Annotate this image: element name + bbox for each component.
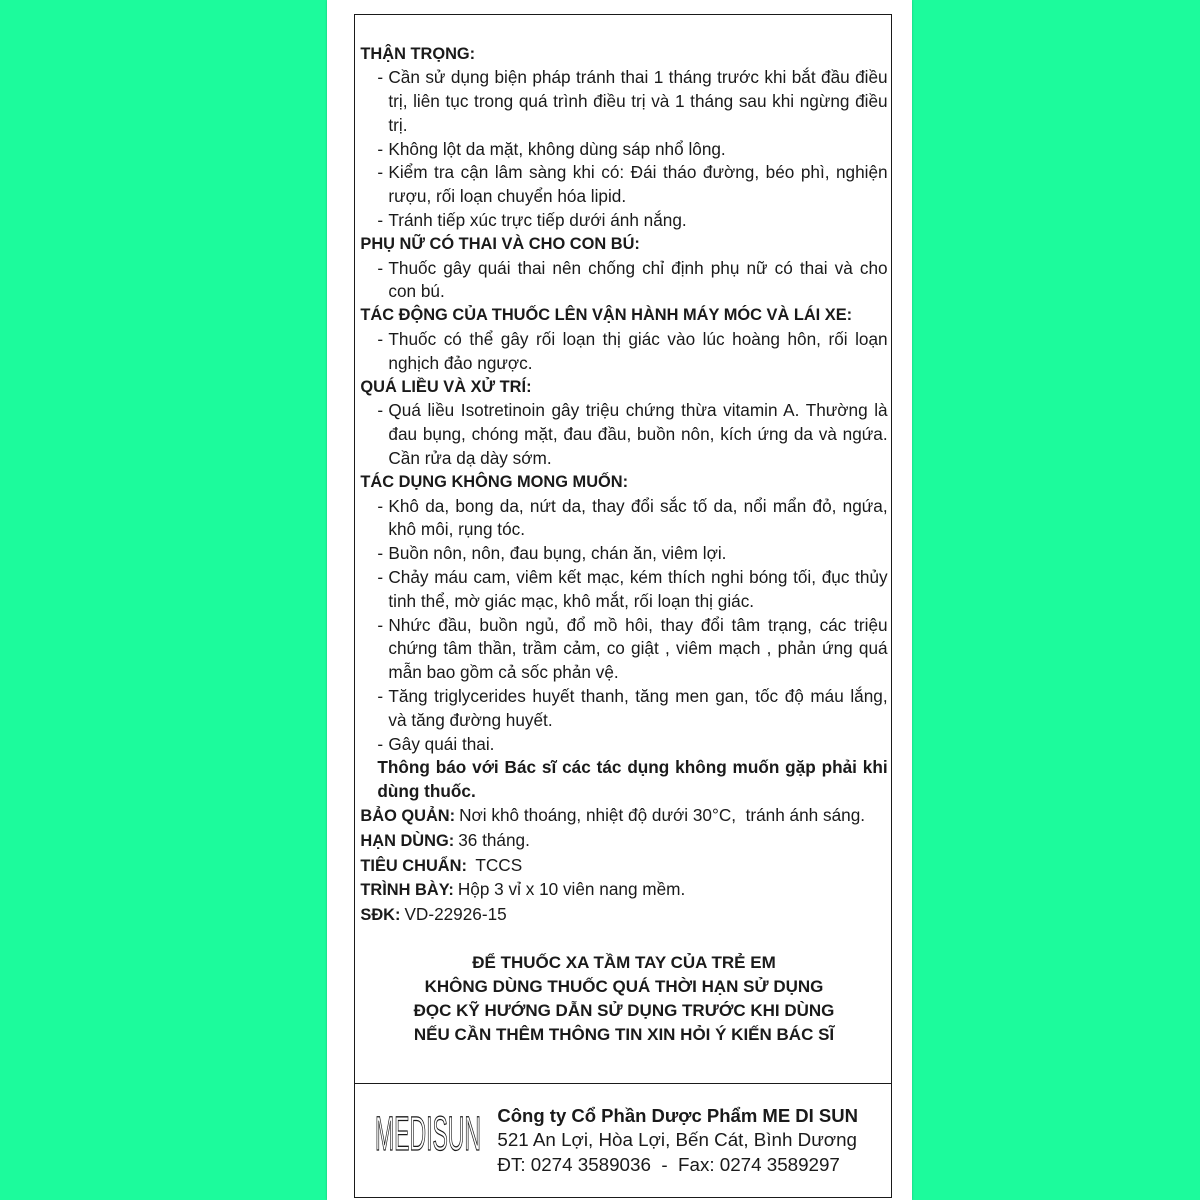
warning-line: KHÔNG DÙNG THUỐC QUÁ THỜI HẠN SỬ DỤNG (424, 976, 824, 996)
warning-line: NẾU CẦN THÊM THÔNG TIN XIN HỎI Ý KIẾN BÁC SĨ (413, 1024, 835, 1044)
detail-value: TCCS (470, 854, 523, 875)
section-heading: PHỤ NỮ CÓ THAI VÀ CHO CON BÚ: (360, 234, 640, 253)
list-item: - Chảy máu cam, viêm kết mạc, kém thích nghi bóng tối, đục thủy tinh thể, mờ giác mạc, khô mắt, rối loạn thị giác. (388, 566, 887, 614)
detail-storage (360, 804, 887, 829)
list-item: - Gây quái thai. (388, 733, 887, 757)
section-pregnancy (360, 233, 887, 304)
detail-presentation (360, 878, 887, 903)
product-details (360, 804, 887, 928)
list-item: - Khô da, bong da, nứt da, thay đổi sắc tố da, nổi mẩn đỏ, ngứa, khô môi, rụng tóc. (388, 495, 887, 543)
section-heading: THẬN TRỌNG: (360, 44, 476, 63)
list-item: - Nhức đầu, buồn ngủ, đổ mồ hôi, thay đổi tâm trạng, các triệu chứng tâm thần, trầm cảm, co giật , viêm mạch , phản ứng quá mẫn bao gồm cả sốc phản vệ. (388, 614, 887, 685)
detail-label: TRÌNH BÀY: (360, 881, 454, 900)
detail-label: HẠN DÙNG: (360, 831, 455, 850)
logo-text: MEDISUN (375, 1107, 481, 1161)
list-item: - Tăng triglycerides huyết thanh, tăng men gan, tốc độ máu lắng, và tăng đường huyết. (388, 685, 887, 733)
warning-line: ĐỌC KỸ HƯỚNG DẪN SỬ DỤNG TRƯỚC KHI DÙNG (413, 1000, 835, 1020)
company-footer (354, 1084, 892, 1198)
detail-registration (360, 903, 887, 928)
detail-standard (360, 854, 887, 879)
section-overdose (360, 376, 887, 471)
warning-line: ĐỂ THUỐC XA TẦM TAY CỦA TRẺ EM (472, 952, 776, 972)
section-heading: TÁC ĐỘNG CỦA THUỐC LÊN VẬN HÀNH MÁY MÓC VÀ LÁI XE: (360, 306, 853, 325)
list-item: - Cần sử dụng biện pháp tránh thai 1 tháng trước khi bắt đầu điều trị, liên tục trong quá trình điều trị và 1 tháng sau khi ngừng điều trị. (388, 66, 887, 137)
list-item: - Tránh tiếp xúc trực tiếp dưới ánh nắng. (388, 209, 887, 233)
section-side-effects (360, 471, 887, 804)
detail-expiry (360, 829, 887, 854)
list-item: - Không lột da mặt, không dùng sáp nhổ lông. (388, 138, 887, 162)
section-precautions (360, 43, 887, 233)
detail-label: TIÊU CHUẨN: (360, 856, 467, 875)
company-info (497, 1104, 858, 1178)
section-heading: TÁC DỤNG KHÔNG MONG MUỐN: (360, 472, 629, 491)
list-item: - Thuốc có thể gây rối loạn thị giác vào lúc hoàng hôn, rối loạn nghịch đảo ngược. (388, 328, 887, 376)
detail-value: 36 tháng. (458, 829, 530, 850)
section-heading: QUÁ LIỀU VÀ XỬ TRÍ: (360, 377, 532, 396)
medisun-logo (375, 1107, 481, 1161)
list-item: - Thuốc gây quái thai nên chống chỉ định phụ nữ có thai và cho con bú. (388, 257, 887, 305)
list-item: - Kiểm tra cận lâm sàng khi có: Đái tháo đường, béo phì, nghiện rượu, rối loạn chuyển hóa lipid. (388, 161, 887, 209)
company-name: Công ty Cổ Phần Dược Phẩm ME DI SUN (497, 1104, 858, 1126)
detail-value: VD-22926-15 (404, 904, 507, 925)
list-item: - Buồn nôn, nôn, đau bụng, chán ăn, viêm lợi. (388, 542, 887, 566)
company-address: 521 An Lợi, Hòa Lợi, Bến Cát, Bình Dương (497, 1129, 858, 1151)
section-driving (360, 304, 887, 375)
detail-value: Hộp 3 vỉ x 10 viên nang mềm. (457, 879, 686, 900)
warning-block (360, 951, 887, 1047)
company-contact: ĐT: 0274 3589036 - Fax: 0274 3589297 (497, 1153, 840, 1175)
detail-value: Nơi khô thoáng, nhiệt độ dưới 30°C, tránh ánh sáng. (459, 805, 866, 825)
list-item: - Quá liều Isotretinoin gây triệu chứng thừa vitamin A. Thường là đau bụng, chóng mặt, đau đầu, buồn nôn, kích ứng da và ngứa. Cần rửa dạ dày sớm. (388, 399, 887, 470)
leaflet-main-box (354, 14, 892, 1084)
detail-label: SĐK: (360, 906, 401, 925)
side-effects-note: Thông báo với Bác sĩ các tác dụng không muốn gặp phải khi dùng thuốc. (377, 757, 888, 802)
detail-label: BẢO QUẢN: (360, 807, 456, 825)
